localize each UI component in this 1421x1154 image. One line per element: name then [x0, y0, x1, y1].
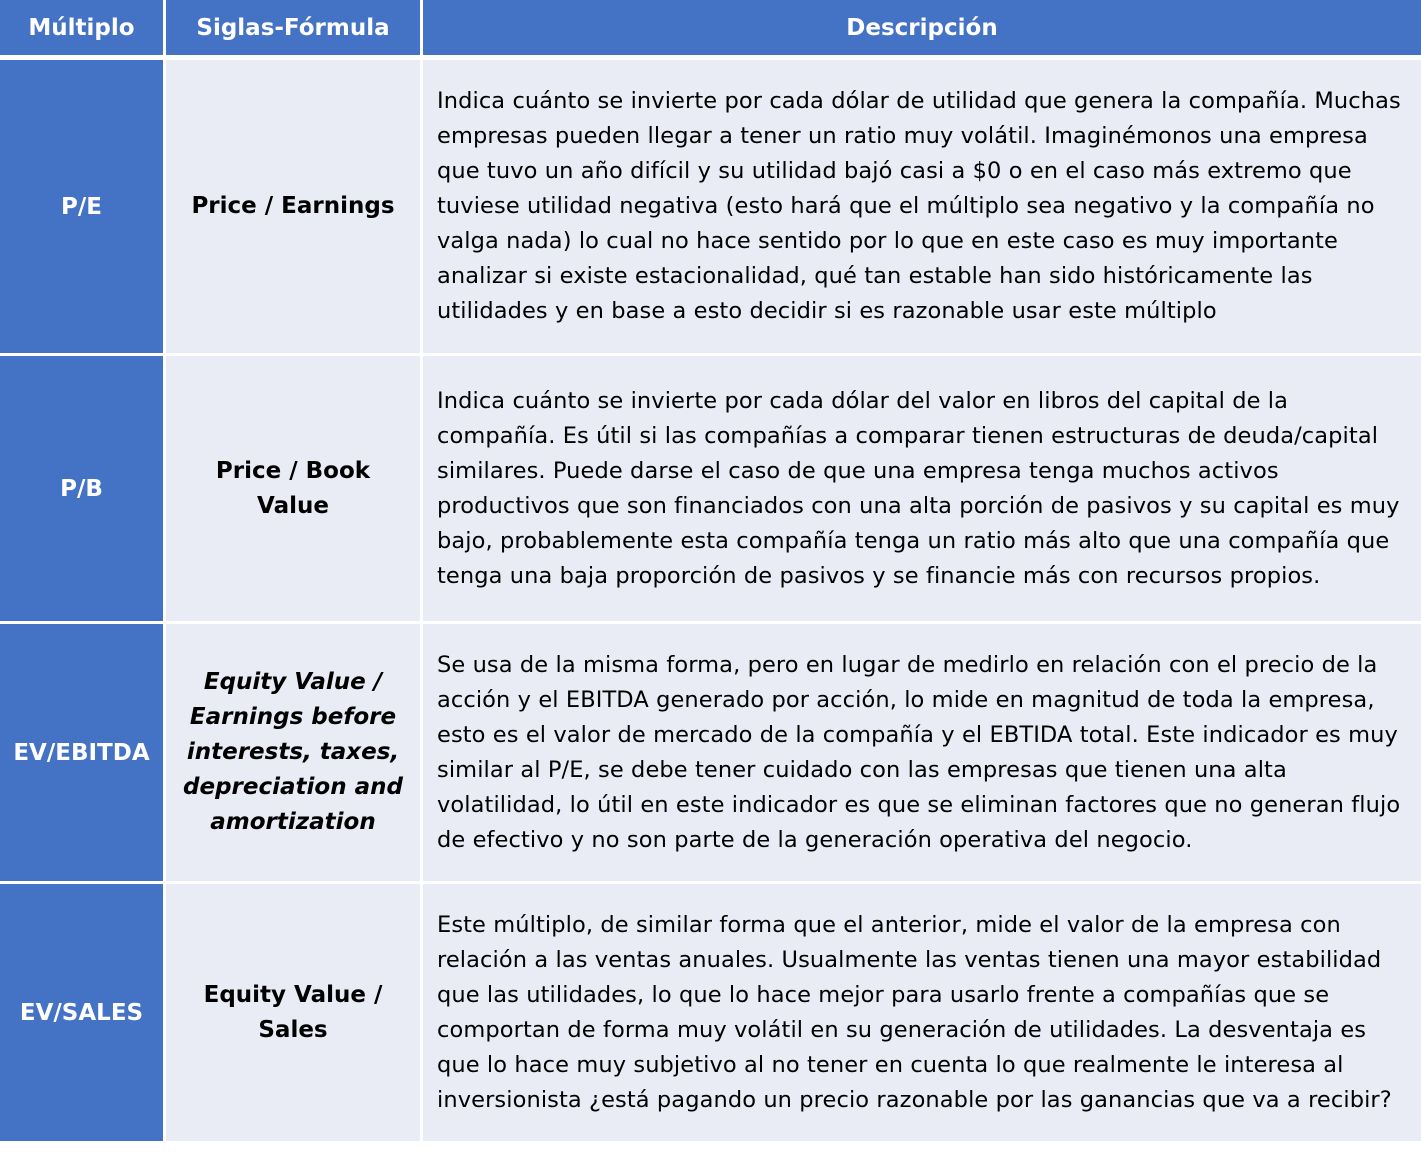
row-pe-descripcion: Indica cuánto se invierte por cada dólar de utilidad que genera la compañía. Muchas empresas pueden llegar a tener un ratio muy volátil. Imaginémonos una empresa que tuvo un año difícil y su utilidad bajó casi a $0 o en el caso más extremo que tuviese utilidad negativa (esto hará que el múltiplo sea negativo y la compañía no valga nada) lo cual no hace sentido por lo que en este caso es muy importante analizar si existe estacionalidad, qué tan estable han sido históricamente las utilidades y en base a esto decidir si es razonable usar este múltiplo	[423, 60, 1421, 356]
row-evsales-multiplo: EV/SALES	[0, 884, 166, 1144]
row-evebitda-multiplo: EV/EBITDA	[0, 624, 166, 884]
header-siglas-formula: Siglas-Fórmula	[166, 0, 423, 60]
row-pb-multiplo: P/B	[0, 356, 166, 624]
row-pe-multiplo: P/E	[0, 60, 166, 356]
row-pe-formula: Price / Earnings	[166, 60, 423, 356]
row-evebitda-formula: Equity Value / Earnings before interests, taxes, depreciation and amortization	[166, 624, 423, 884]
row-evsales-descripcion: Este múltiplo, de similar forma que el anterior, mide el valor de la empresa con relación a las ventas anuales. Usualmente las ventas tienen una mayor estabilidad que las utilidades, lo que lo hace mejor para usarlo frente a compañías que se comportan de forma muy volátil en su generación de utilidades. La desventaja es que lo hace muy subjetivo al no tener en cuenta lo que realmente le interesa al inversionista ¿está pagando un precio razonable por las ganancias que va a recibir?	[423, 884, 1421, 1144]
header-multiplo: Múltiplo	[0, 0, 166, 60]
row-evsales-formula: Equity Value / Sales	[166, 884, 423, 1144]
row-evebitda-descripcion: Se usa de la misma forma, pero en lugar de medirlo en relación con el precio de la acción y el EBITDA generado por acción, lo mide en magnitud de toda la empresa, esto es el valor de mercado de la compañía y el EBTIDA total. Este indicador es muy similar al P/E, se debe tener cuidado con las empresas que tienen una alta volatilidad, lo útil en este indicador es que se eliminan factores que no generan flujo de efectivo y no son parte de la generación operativa del negocio.	[423, 624, 1421, 884]
header-descripcion: Descripción	[423, 0, 1421, 60]
row-pb-descripcion: Indica cuánto se invierte por cada dólar del valor en libros del capital de la compañía. Es útil si las compañías a comparar tienen estructuras de deuda/capital similares. Puede darse el caso de que una empresa tenga muchos activos productivos que son financiados con una alta porción de pasivos y su capital es muy bajo, probablemente esta compañía tenga un ratio más alto que una compañía que tenga una baja proporción de pasivos y se financie más con recursos propios.	[423, 356, 1421, 624]
row-pb-formula: Price / Book Value	[166, 356, 423, 624]
